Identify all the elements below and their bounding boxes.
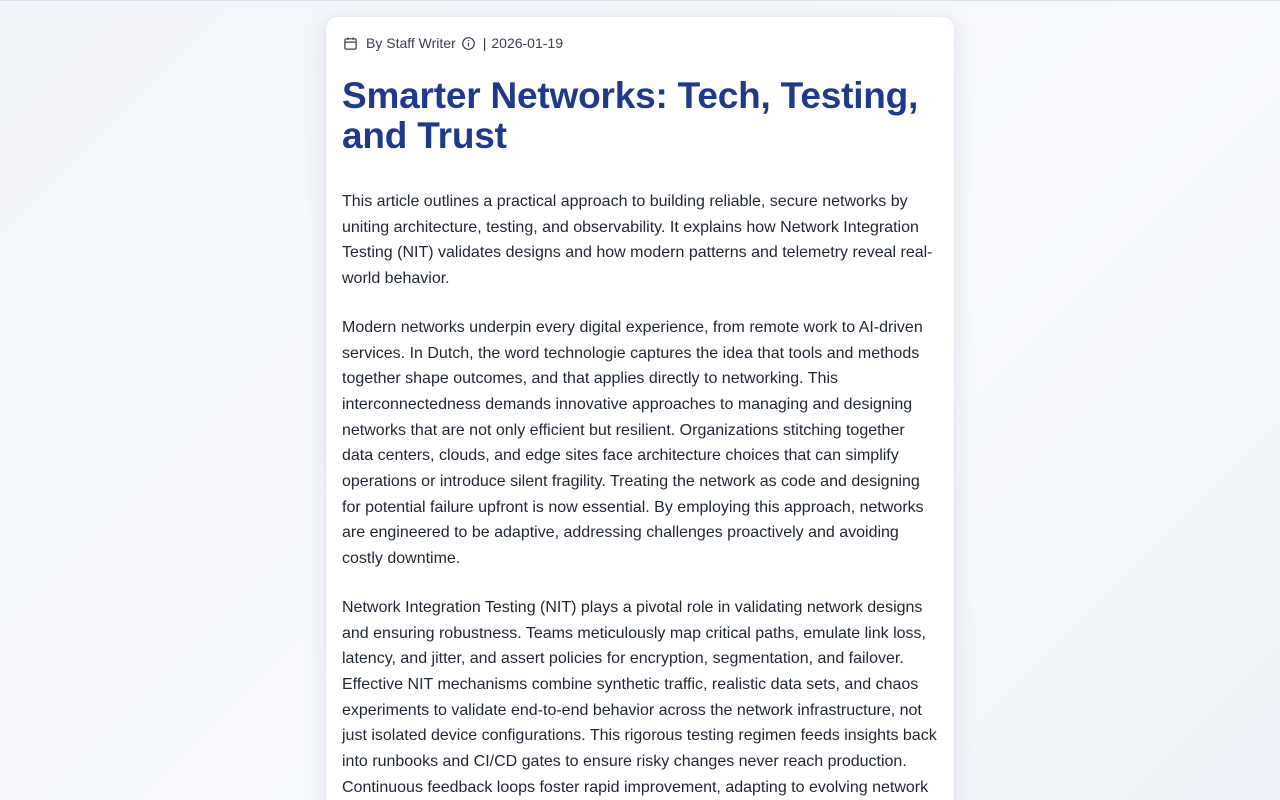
article-card — [326, 17, 954, 800]
article-paragraph: Modern networks underpin every digital experience, from remote work to AI-driven services. In Dutch, the word technologie captures the idea that tools and methods together shape outcomes, and that applies directly to networking. This interconnectedness demands innovative approaches to managing and designing networks that are not only efficient but resilient. Organizations stitching together data centers, clouds, and edge sites face architecture choices that can simplify operations or introduce silent fragility. Treating the network as code and designing for potential failure upfront is now essential. By employing this approach, networks are engineered to be adaptive, addressing challenges proactively and avoiding costly downtime. — [342, 318, 924, 568]
article-meta — [342, 34, 938, 52]
article-paragraph: Network Integration Testing (NIT) plays a pivotal role in validating network designs and ensuring robustness. Teams meticulously map critical paths, emulate link loss, latency, and jitter, and assert policies for encryption, segmentation, and failover. Effective NIT mechanisms combine synthetic traffic, realistic data sets, and chaos experiments to validate end-to-end behavior across the network infrastructure, not just isolated device configurations. This rigorous testing regimen feeds insights back into runbooks and CI/CD gates to ensure risky changes never reach production. Continuous feedback loops foster rapid improvement, adapting to evolving network — [342, 598, 937, 796]
author-name: By Staff Writer — [366, 35, 456, 51]
article-paragraph: This article outlines a practical approach to building reliable, secure networks by uniting architecture, testing, and observability. It explains how Network Integration Testing (NIT) validates designs and how modern patterns and telemetry reveal real-world behavior. — [342, 193, 933, 288]
meta-separator: | — [482, 35, 487, 51]
article-title: Smarter Networks: Tech, Testing, and Trust — [342, 75, 919, 156]
info-icon[interactable] — [461, 35, 477, 51]
top-border — [0, 0, 1280, 1]
calendar-icon — [342, 35, 358, 51]
article-body — [342, 189, 938, 800]
publish-date: 2026-01-19 — [491, 35, 563, 51]
